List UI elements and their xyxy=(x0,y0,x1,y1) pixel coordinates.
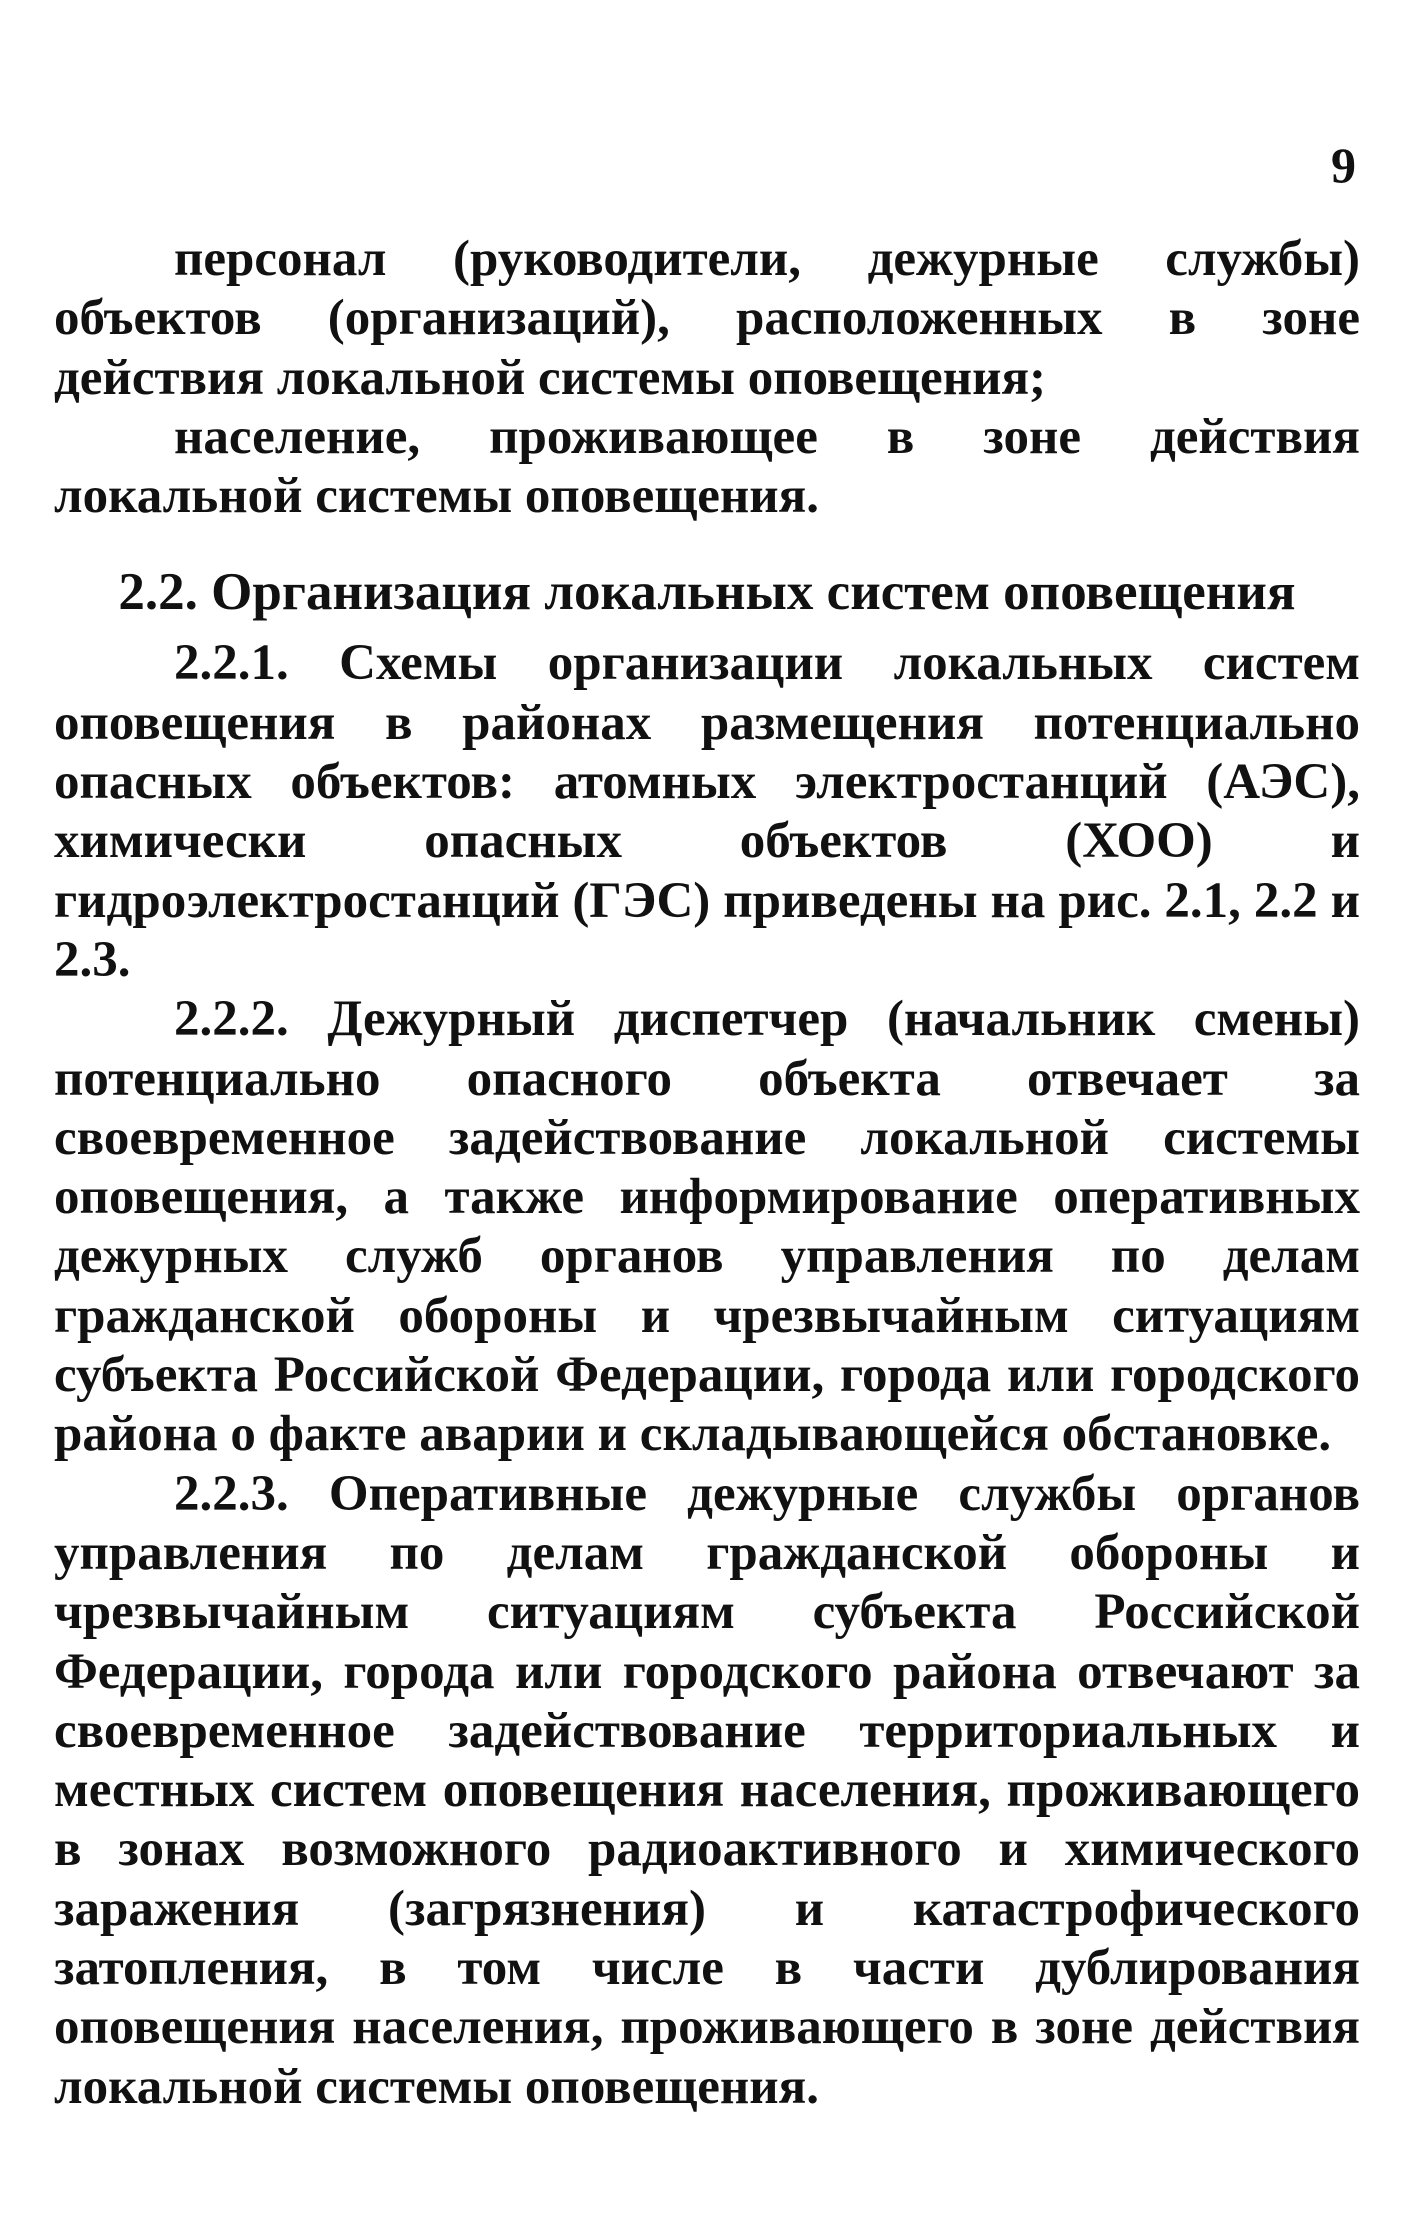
paragraph-personnel: персонал (руководители, дежурные службы) объектов (организаций), расположенных в зоне действия локальной системы оповещения; xyxy=(54,231,1360,406)
paragraph-population: население, проживающее в зоне действия локальной системы оповещения. xyxy=(54,408,1360,525)
page-number: 9 xyxy=(1331,137,1356,193)
body-text xyxy=(54,230,1360,2117)
paragraph-2-2-3: 2.2.3. Оперативные дежурные службы органов управления по делам гражданской обороны и чрезвычайным ситуациям субъекта Российской Федерации, города или городского района отвечают за своевременное задействование территориальных и местных систем оповещения населения, проживающего в зонах возможного радиоактивного и химического заражения (загрязнения) и катастрофического затопления, в том числе в части дублирования оповещения населения, проживающего в зоне действия локальной системы оповещения. xyxy=(54,1465,1360,2115)
paragraph-2-2-1: 2.2.1. Схемы организации локальных систем оповещения в районах размещения потенциально опасных объектов: атомных электростанций (АЭС), химически опасных объектов (ХОО) и гидроэлектростанций (ГЭС) приведены на рис. 2.1, 2.2 и 2.3. xyxy=(54,635,1360,988)
section-heading: 2.2. Организация локальных систем оповещения xyxy=(118,563,1296,622)
paragraph-2-2-2: 2.2.2. Дежурный диспетчер (начальник смены) потенциально опасного объекта отвечает за своевременное задействование локальной системы оповещения, а также информирование оперативных дежурных служб органов управления по делам гражданской обороны и чрезвычайным ситуациям субъекта Российской Федерации, города или городского района о факте аварии и складывающейся обстановке. xyxy=(54,991,1360,1463)
